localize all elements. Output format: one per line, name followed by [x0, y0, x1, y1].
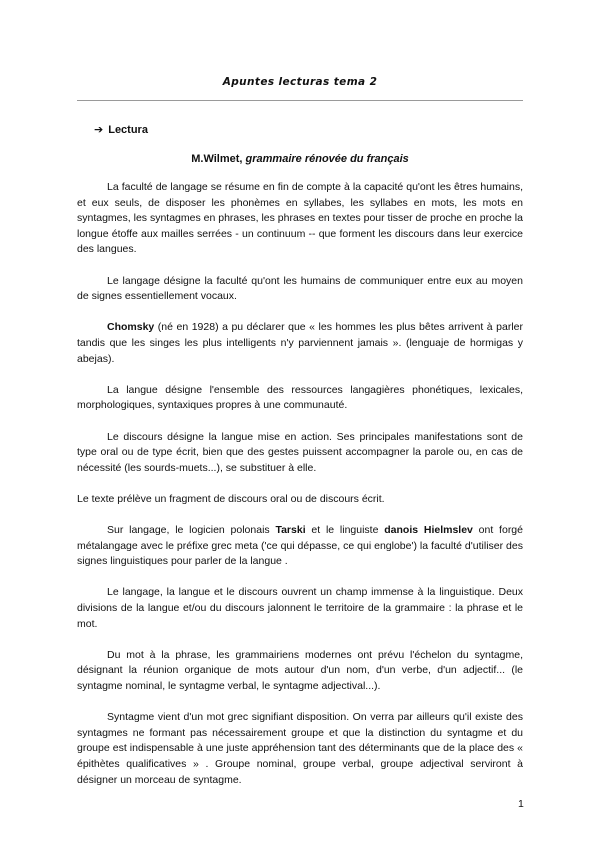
section-heading [94, 123, 148, 136]
paragraph-4 [77, 383, 523, 414]
paragraph-7 [77, 523, 523, 570]
page-header-title: Apuntes lecturas tema 2 [222, 76, 378, 88]
paragraph-text: Le discours désigne la langue mise en action. Ses principales manifestations sont de type oral ou de type écrit, bien que des gestes puissent accompagner la parole ou, en cas de nécessité (les sourds-muets...), se substituer à elle. [77, 430, 523, 474]
bold-term-chomsky: Chomsky [107, 321, 155, 334]
arrow-right-icon: ➔ [94, 124, 104, 136]
paragraph-text: (né en 1928) a pu déclarer que « les hommes les plus bêtes arrivent à parler tandis que les singes les plus intelligents n'y parviennent jamais ». (lenguaje de hormigas y abejas). [77, 321, 523, 365]
paragraph-text: ont forgé métalangage avec le préfixe grec meta ('ce qui dépasse, ce qui englobe') la faculté d'utiliser des signes linguistiques pour parler de la langue . [77, 524, 523, 568]
paragraph-text: Du mot à la phrase, les grammairiens modernes ont prévu l'échelon du syntagme, désignant la réunion organique de mots autour d'un nom, d'un verbe, d'un adjectif... (le syntagme nominal, le syntagme verbal, le syntagme adjectival...). [77, 648, 523, 692]
paragraph-10 [77, 710, 523, 788]
paragraph-9 [77, 648, 523, 695]
book-author: M.Wilmet, [191, 153, 243, 165]
book-reference [77, 153, 523, 165]
paragraph-2 [77, 274, 523, 305]
header-divider [77, 100, 523, 101]
paragraph-text: et le linguiste [305, 524, 385, 537]
paragraph-text: La faculté de langage se résume en fin de compte à la capacité qu'ont les êtres humains, et eux seuls, de disposer les phonèmes en syllabes, les syllabes en mots, les mots en syntagmes, les syntagmes en phrases, les phrases en textes pour tisser de proche en proche la longue étoffe aux mailles serrées - un continuum -- que forment les discours dans leur exercice des langues. [77, 181, 523, 256]
body-text [77, 180, 523, 804]
paragraph-3 [77, 320, 523, 367]
paragraph-1 [77, 180, 523, 258]
paragraph-text: Le texte prélève un fragment de discours oral ou de discours écrit. [77, 492, 385, 505]
bold-term-tarski: Tarski [275, 524, 306, 537]
paragraph-text: Le langage, la langue et le discours ouvrent un champ immense à la linguistique. Deux divisions de la langue et/ou du discours jalonnent le territoire de la grammaire : la phrase et le mot. [77, 586, 523, 630]
bold-term-hielmslev: danois Hielmslev [384, 524, 473, 537]
book-title: grammaire rénovée du français [245, 153, 409, 165]
paragraph-text: La langue désigne l'ensemble des ressources langagières phonétiques, lexicales, morphologiques, syntaxiques propres à une communauté. [77, 383, 523, 412]
paragraph-text: Sur langage, le logicien polonais [107, 524, 276, 537]
paragraph-text: Le langage désigne la faculté qu'ont les humains de communiquer entre eux au moyen de signes essentiellement vocaux. [77, 274, 523, 303]
page-number: 1 [518, 798, 524, 810]
paragraph-6 [77, 492, 523, 508]
paragraph-5 [77, 430, 523, 477]
paragraph-text: Syntagme vient d'un mot grec signifiant disposition. On verra par ailleurs qu'il existe des syntagmes ne formant pas nécessairement groupe et que la distinction du syntagme et du groupe est indispensable à une juste appréhension tant des déterminants que de la place des « épithètes qualificatives » . Groupe nominal, groupe verbal, groupe adjectival serviront à désigner un morceau de syntagme. [77, 711, 523, 786]
section-heading-label: Lectura [108, 124, 148, 136]
paragraph-8 [77, 585, 523, 632]
